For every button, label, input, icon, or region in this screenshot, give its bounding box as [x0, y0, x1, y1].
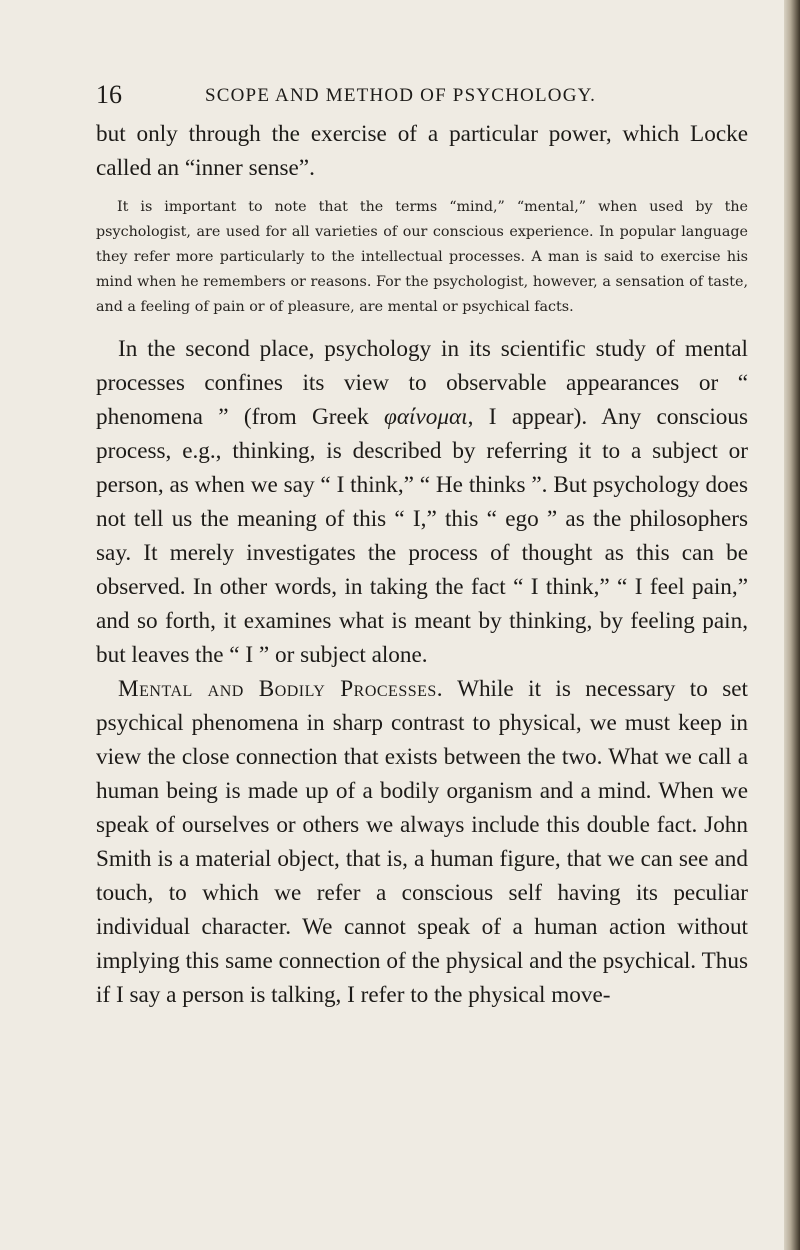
paragraph-phenomena — [96, 332, 748, 672]
page-header — [0, 80, 760, 114]
section-heading: Mental and Bodily Processes. — [118, 676, 444, 702]
body-text — [96, 117, 748, 1012]
paragraph-mental-bodily-text: While it is necessary to set psychical phenomena in sharp contrast to physical, we must keep in view the close connection that exists between the two. What we call a human being is made up of a bodily organism and a mind. When we speak of ourselves or others we always include this double fact. John Smith is a material object, that is, a human figure, that we can see and touch, to which we refer a conscious self having its peculiar individual character. We cannot speak of a human action without implying this same connection of the physical and the psychical. Thus if I say a person is talking, I refer to the physical move- — [96, 676, 748, 1008]
page-number: 16 — [96, 80, 122, 109]
page-edge-shadow — [784, 0, 800, 1250]
paragraph-phenomena-text-b: , I appear). Any conscious process, e.g., thinking, is described by referring it to a subject or person, as when we say “ I think,” “ He thinks ”. But psychology does not tell us the meaning of this “ I,” this “ ego ” as the philosophers say. It merely investigates the process of thought as this can be observed. In other words, in taking the fact “ I think,” “ I feel pain,” and so forth, it examines what is meant by thinking, by feeling pain, but leaves the “ I ” or subject alone. — [96, 404, 748, 668]
note-paragraph: It is important to note that the terms “mind,” “mental,” when used by the psychologist, are used for all varieties of our conscious experience. In popular language they refer more particularly to the intellectual processes. A man is said to exercise his mind when he remembers or reasons. For the psychologist, however, a sensation of taste, and a feeling of pain or of pleasure, are mental or psychical facts. — [96, 199, 748, 315]
paragraph-continuation: but only through the exercise of a particular power, which Locke called an “inner sense”. — [96, 121, 748, 181]
paragraph-mental-bodily — [96, 672, 748, 1012]
greek-word: φαίνομαι — [384, 404, 468, 430]
paragraph-phenomena-text-a: In the second place, psychology in its scientific study of mental processes confines its view to observable appearances or “ phenomena ” (from Greek — [96, 336, 748, 430]
running-title: SCOPE AND METHOD OF PSYCHOLOGY. — [205, 85, 597, 106]
